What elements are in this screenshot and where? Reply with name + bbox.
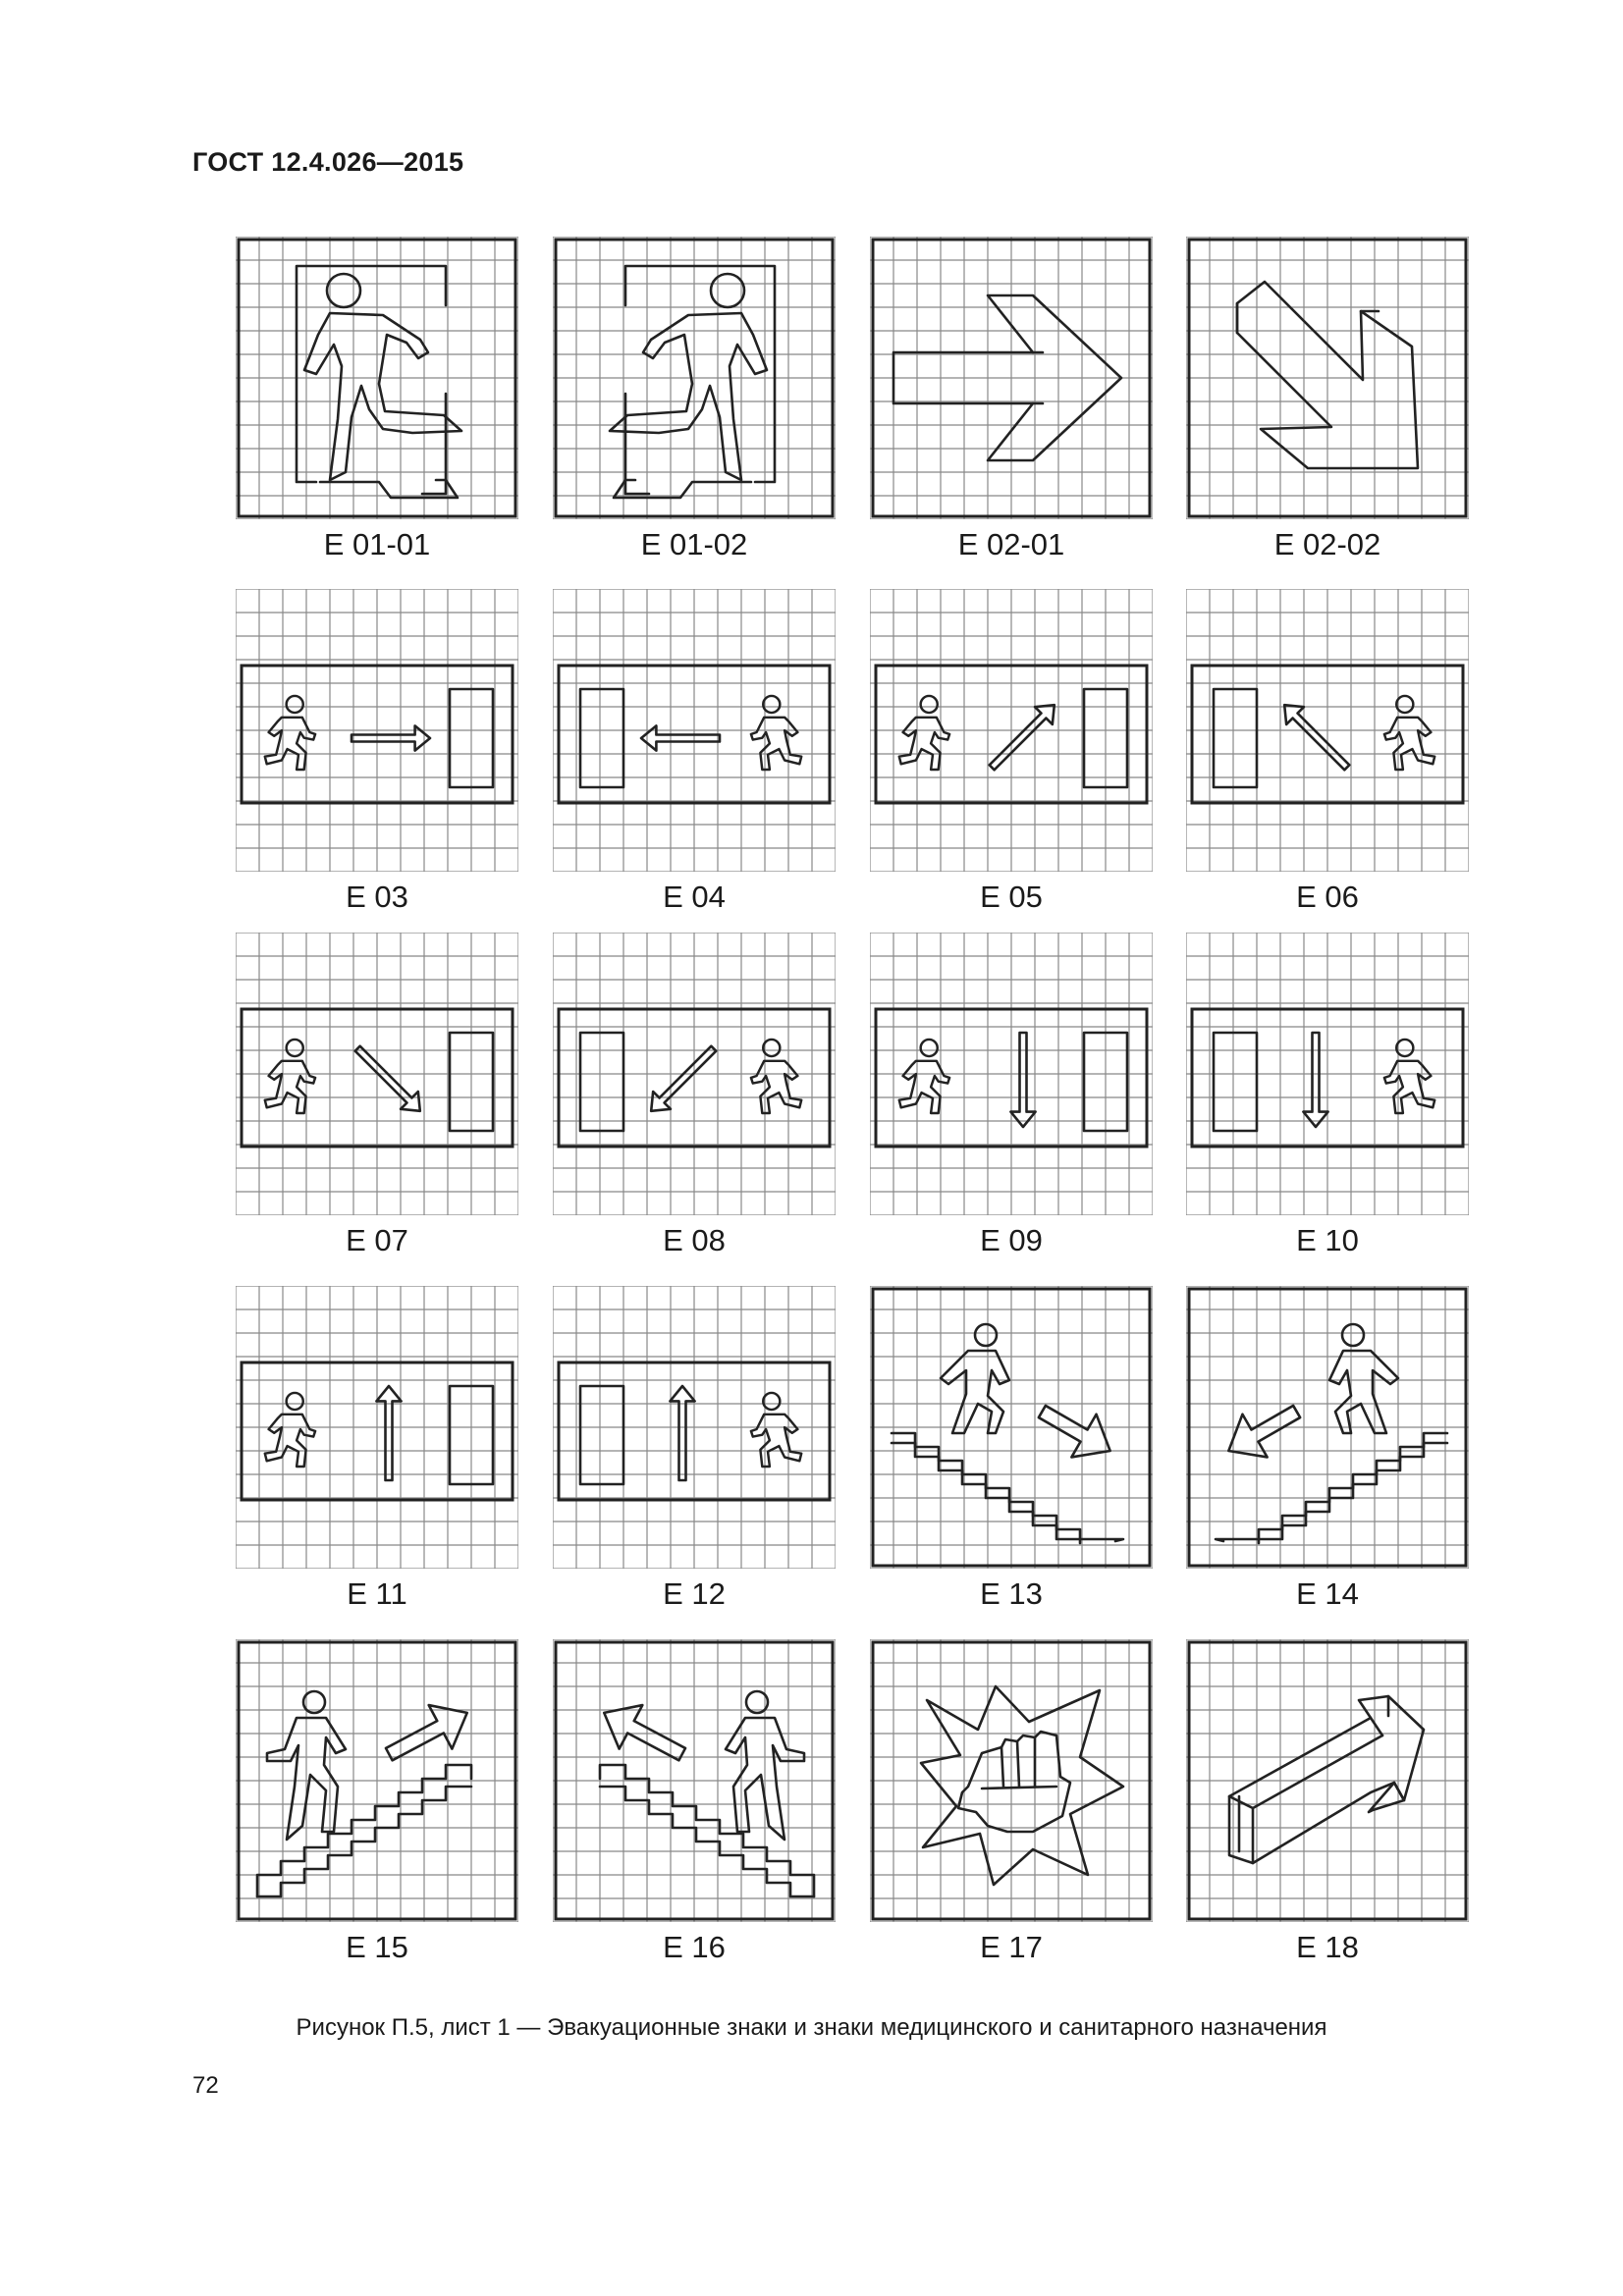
sign-label: E 12 — [663, 1576, 726, 1611]
sign-pictogram — [236, 237, 518, 519]
sign-e-04 — [553, 589, 836, 872]
sign-e-12 — [553, 1286, 836, 1569]
sign-label: E 18 — [1296, 1930, 1359, 1964]
sign-pictogram — [553, 933, 836, 1215]
sign-label: E 14 — [1296, 1576, 1359, 1611]
sign-label: E 09 — [980, 1223, 1043, 1257]
sign-e-03 — [236, 589, 518, 872]
sign-e-08 — [553, 933, 836, 1215]
sign-e-01-01 — [236, 237, 518, 519]
sign-label: E 04 — [663, 880, 726, 914]
sign-e-06 — [1186, 589, 1469, 872]
sign-e-11 — [236, 1286, 518, 1569]
sign-pictogram — [553, 1286, 836, 1569]
sign-label: E 02-02 — [1273, 527, 1381, 561]
sign-pictogram — [1186, 933, 1469, 1215]
document-header: ГОСТ 12.4.026—2015 — [192, 147, 464, 177]
sign-pictogram — [1186, 1639, 1469, 1922]
sign-pictogram — [553, 237, 836, 519]
sign-pictogram — [870, 1286, 1153, 1569]
sign-label: E 07 — [346, 1223, 408, 1257]
sign-e-18 — [1186, 1639, 1469, 1922]
sign-pictogram — [553, 1639, 836, 1922]
sign-e-02-02 — [1186, 237, 1469, 519]
sign-pictogram — [870, 1639, 1153, 1922]
sign-label: E 15 — [346, 1930, 408, 1964]
sign-label: E 01-01 — [323, 527, 431, 561]
figure-caption: Рисунок П.5, лист 1 — Эвакуационные знаки и знаки медицинского и санитарного назначения — [296, 2014, 1327, 2041]
sign-label: E 13 — [980, 1576, 1043, 1611]
sign-pictogram — [236, 589, 518, 872]
sign-e-13 — [870, 1286, 1153, 1569]
sign-pictogram — [1186, 1286, 1469, 1569]
sign-pictogram — [236, 933, 518, 1215]
sign-e-15 — [236, 1639, 518, 1922]
sign-pictogram — [236, 1286, 518, 1569]
page-number: 72 — [192, 2072, 219, 2099]
sign-pictogram — [236, 1639, 518, 1922]
sign-e-07 — [236, 933, 518, 1215]
sign-e-05 — [870, 589, 1153, 872]
sign-label: E 10 — [1296, 1223, 1359, 1257]
sign-e-02-01 — [870, 237, 1153, 519]
sign-pictogram — [1186, 589, 1469, 872]
sign-pictogram — [1186, 237, 1469, 519]
sign-label: E 05 — [980, 880, 1043, 914]
sign-label: E 02-01 — [957, 527, 1065, 561]
sign-pictogram — [870, 933, 1153, 1215]
sign-e-10 — [1186, 933, 1469, 1215]
sign-label: E 03 — [346, 880, 408, 914]
sign-label: E 06 — [1296, 880, 1359, 914]
sign-pictogram — [870, 237, 1153, 519]
sign-e-09 — [870, 933, 1153, 1215]
sign-label: E 17 — [980, 1930, 1043, 1964]
sign-label: E 11 — [347, 1576, 407, 1611]
sign-pictogram — [553, 589, 836, 872]
sign-e-14 — [1186, 1286, 1469, 1569]
sign-e-01-02 — [553, 237, 836, 519]
sign-e-17 — [870, 1639, 1153, 1922]
sign-e-16 — [553, 1639, 836, 1922]
sign-label: E 16 — [663, 1930, 726, 1964]
sign-pictogram — [870, 589, 1153, 872]
sign-label: E 08 — [663, 1223, 726, 1257]
sign-label: E 01-02 — [640, 527, 748, 561]
